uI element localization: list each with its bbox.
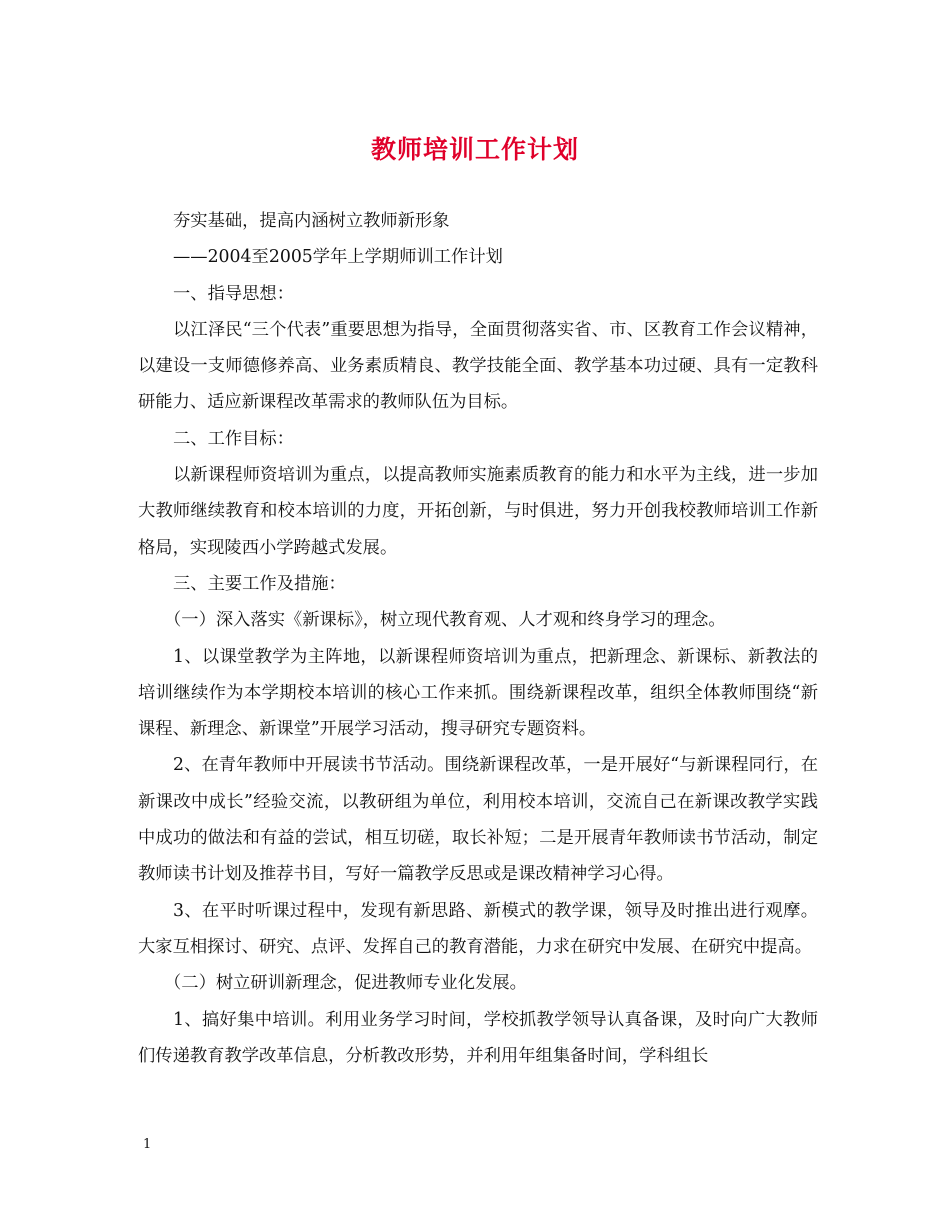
subheading-training-concept: （二）树立研训新理念，促进教师专业化发展。	[164, 973, 527, 994]
paragraph-subtitle: 夯实基础，提高内涵树立教师新形象	[173, 211, 450, 231]
document-body	[138, 203, 818, 1074]
paragraph-item-2: 2、在青年教师中开展读书节活动。围绕新课程改革，一是开展好“与新课程同行，在新课改中成长”经验交流，以教研组为单位，利用校本培训，交流自己在新课改教学实践中成功的做法和有益的尝试，相互切磋，取长补短；二是开展青年教师读书节活动，制定教师读书计划及推荐书目，写好一篇教学反思或是课改精神学习心得。	[138, 755, 818, 885]
paragraph-item-1: 1、以课堂教学为主阵地，以新课程师资培训为重点，把新理念、新课标、新教法的培训继续作为本学期校本培训的核心工作来抓。围绕新课程改革，组织全体教师围绕“新课程、新理念、新课堂”开展学习活动，搜寻研究专题资料。	[138, 646, 818, 740]
paragraph-item-3: 3、在平时听课过程中，发现有新思路、新模式的教学课，领导及时推出进行观摩。大家互相探讨、研究、点评、发挥自己的教育潜能，力求在研究中发展、在研究中提高。	[138, 900, 818, 957]
heading-work-goals: 二、工作目标：	[173, 428, 294, 449]
heading-main-work: 三、主要工作及措施：	[173, 573, 346, 594]
paragraph-guiding-ideology: 以江泽民“三个代表”重要思想为指导，全面贯彻落实省、市、区教育工作会议精神，以建设一支师德修养高、业务素质精良、教学技能全面、教学基本功过硬、具有一定教科研能力、适应新课程改革需求的教师队伍为目标。	[138, 319, 818, 413]
paragraph-centralized-training: 1、搞好集中培训。利用业务学习时间，学校抓教学领导认真备课，及时向广大教师们传递教育教学改革信息，分析教改形势，并利用年组集备时间，学科组长	[138, 1009, 818, 1066]
document-title: 教师培训工作计划	[370, 135, 579, 164]
page-number: 1	[143, 1137, 152, 1152]
subheading-new-curriculum: （一）深入落实《新课标》，树立现代教育观、人才观和终身学习的理念。	[164, 610, 726, 631]
heading-guiding-ideology: 一、指导思想：	[173, 283, 294, 304]
paragraph-work-goals: 以新课程师资培训为重点，以提高教师实施素质教育的能力和水平为主线，进一步加大教师继续教育和校本培训的力度，开拓创新，与时俱进，努力开创我校教师培训工作新格局，实现陵西小学跨越式发展。	[138, 465, 818, 558]
paragraph-plan-name: ——2004至2005学年上学期师训工作计划	[173, 247, 503, 268]
